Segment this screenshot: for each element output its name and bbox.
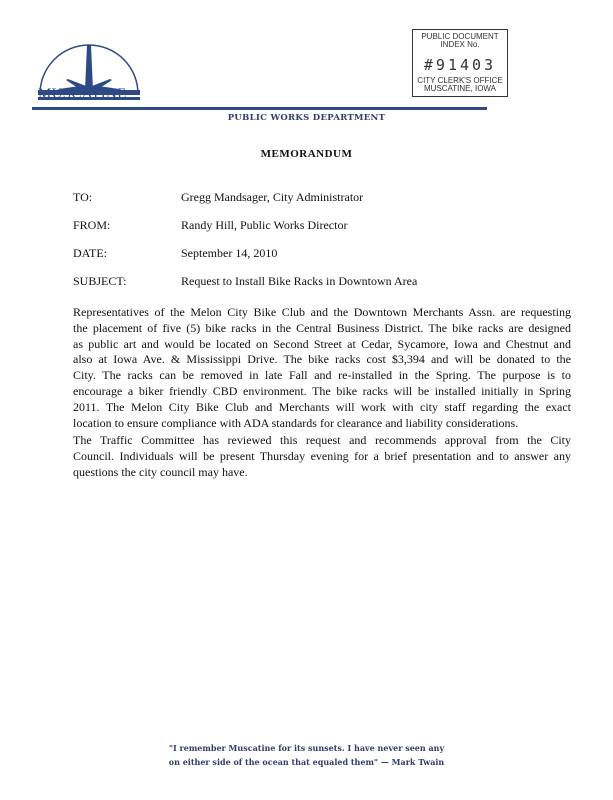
text-line: City. The racks can be removed in late Fall and re-installed in the Spring. The purpose is to [73,368,571,383]
from-value: Randy Hill, Public Works Director [181,218,348,232]
stamp-index-number: #91403 [423,56,497,74]
text-line: Council. Individuals will be present Thursday evening for a brief presentation and to answer any [73,448,571,463]
header-rule [32,107,487,110]
date-value: September 14, 2010 [181,246,278,260]
date-label: DATE: [73,246,107,260]
text-line: Representatives of the Melon City Bike Club and the Downtown Merchants Assn. are requesting [73,305,571,319]
public-document-stamp [412,29,508,97]
quote-line: "I remember Muscatine for its sunsets. I have never seen any [168,743,445,753]
stamp-line: CITY CLERK'S OFFICE [417,76,503,85]
text-line: questions the city council may have. [73,464,248,479]
stamp-line: INDEX No. [440,40,480,49]
logo-wordmark: MUSCATINE [38,86,127,102]
subject-value: Request to Install Bike Racks in Downtown Area [181,274,418,288]
document-title: MEMORANDUM [260,148,353,160]
from-label: FROM: [73,218,111,232]
quote-line: on either side of the ocean that equaled them" — Mark Twain [168,757,445,767]
to-label: TO: [73,190,93,204]
body-paragraph-2 [73,433,571,480]
body-paragraph-1 [73,305,571,431]
text-line: The Traffic Committee has reviewed this request and recommends approval from the City [73,433,571,447]
text-line: as public art and would be located on Second Street at Cedar, Sycamore, Iowa and Chestnut and [73,336,571,351]
stamp-line: PUBLIC DOCUMENT [421,32,499,41]
text-line: encourage a biker friendly CBD environment. The bike racks will be installed initially in Spring [73,383,571,398]
subject-label: SUBJECT: [73,274,127,288]
text-line: also at Iowa Ave. & Mississippi Drive. The bike racks cost $3,394 and will be donated to the [73,352,571,367]
text-line: the placement of five (5) bike racks in the Central Business District. The bike racks are designed [73,320,571,335]
department-name: PUBLIC WORKS DEPARTMENT [227,113,386,123]
footer-quote [0,741,613,769]
text-line: location to ensure compliance with ADA standards for clearance and liability considerations. [73,415,519,430]
text-line: 2011. The Melon City Bike Club and Merchants will work with city staff regarding the exact [73,399,571,414]
to-value: Gregg Mandsager, City Administrator [181,190,364,204]
stamp-line: MUSCATINE, IOWA [424,84,496,93]
